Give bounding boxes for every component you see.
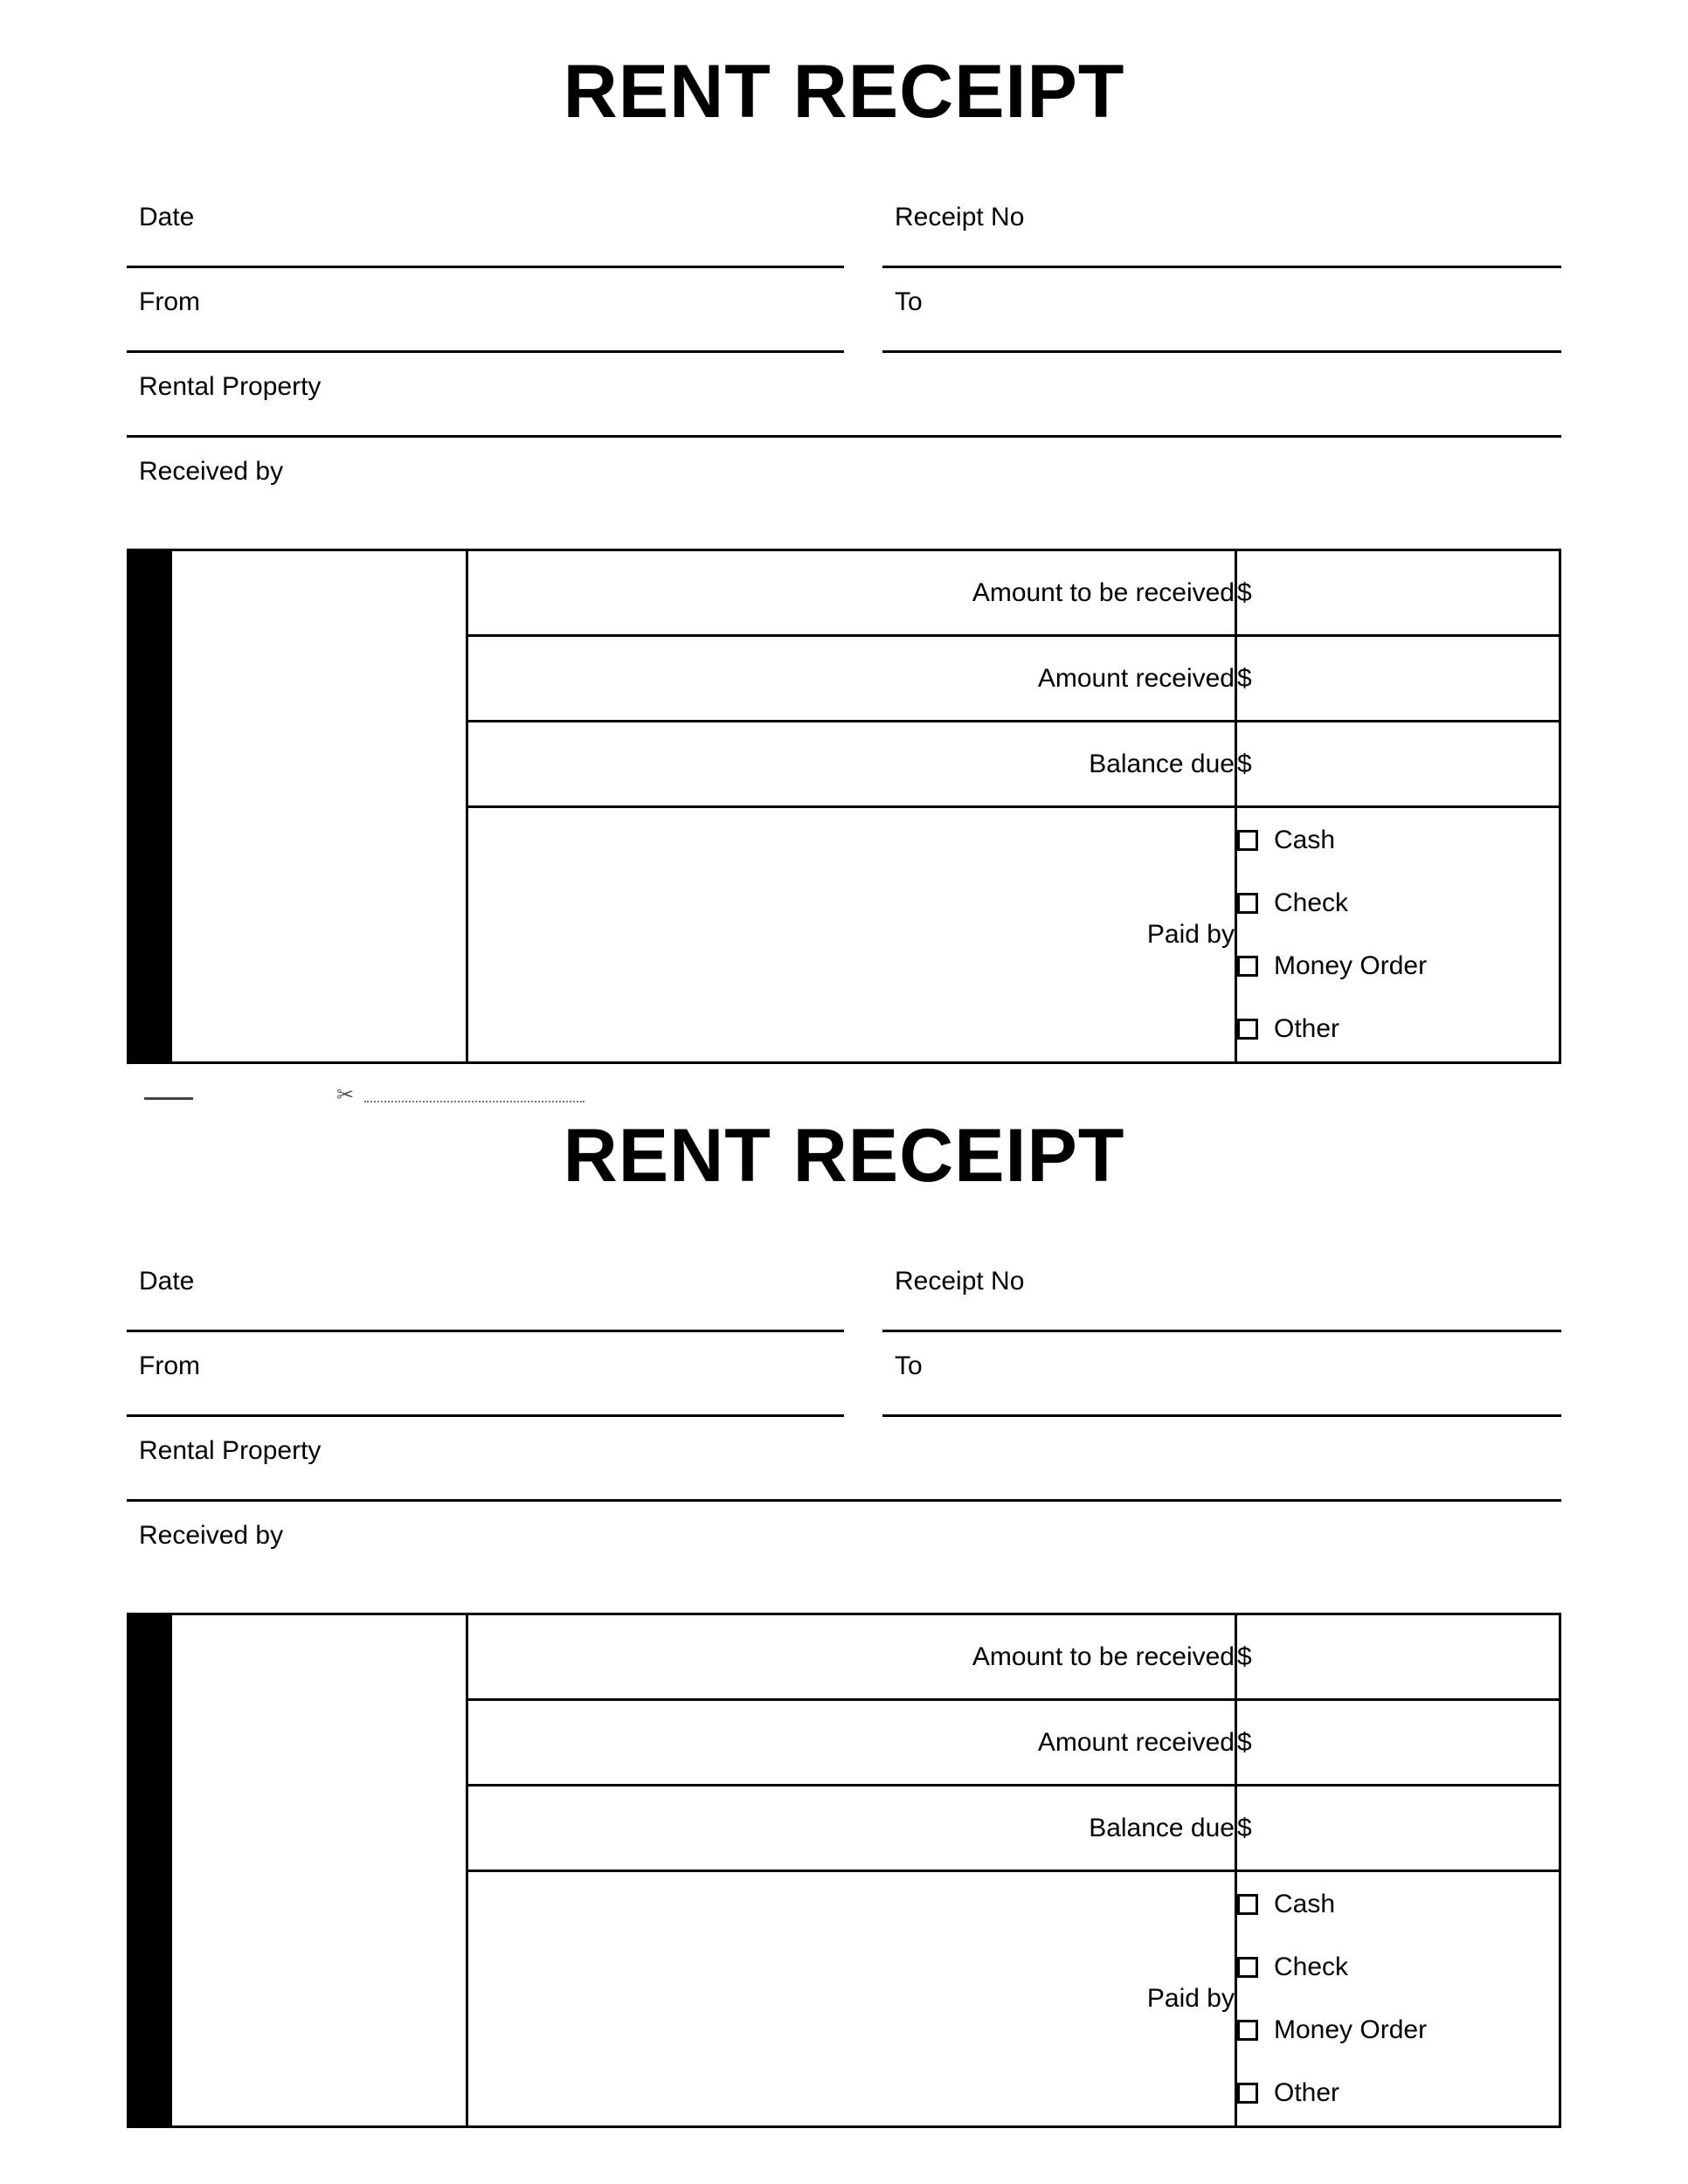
notes-cell[interactable] <box>171 550 467 1063</box>
amount-to-be-received-label: Amount to be received <box>467 1614 1236 1700</box>
paid-by-options <box>1236 807 1560 1063</box>
table-row <box>128 550 1560 636</box>
from-label: From <box>139 1351 200 1380</box>
to-field[interactable] <box>882 268 1561 353</box>
amount-received-label: Amount received <box>467 1700 1236 1786</box>
option-cash[interactable] <box>1237 1873 1559 1936</box>
option-check[interactable] <box>1237 1936 1559 1999</box>
checkbox-icon[interactable] <box>1237 2083 1258 2104</box>
option-label: Other <box>1274 1014 1340 1043</box>
checkbox-icon[interactable] <box>1237 956 1258 977</box>
receipt-fields <box>127 129 1561 522</box>
to-field[interactable] <box>882 1332 1561 1417</box>
receipt-no-label: Receipt No <box>895 1267 1025 1296</box>
amount-to-be-received-label: Amount to be received <box>467 550 1236 636</box>
field-row-date-receiptno <box>127 183 1561 268</box>
receipt-no-label: Receipt No <box>895 203 1025 232</box>
option-cash[interactable] <box>1237 809 1559 872</box>
balance-due-value[interactable]: $ <box>1236 722 1560 807</box>
amounts-table <box>127 549 1561 1064</box>
received-by-label: Received by <box>139 1521 284 1550</box>
field-row-received-by <box>127 1502 1561 1586</box>
option-label: Cash <box>1274 826 1336 854</box>
date-field[interactable] <box>127 1248 844 1332</box>
option-money-order[interactable] <box>1237 935 1559 998</box>
from-field[interactable] <box>127 1332 844 1417</box>
paid-by-options <box>1236 1871 1560 2127</box>
received-by-field[interactable] <box>127 438 1561 522</box>
checkbox-icon[interactable] <box>1237 1894 1258 1915</box>
balance-due-label: Balance due <box>467 1786 1236 1871</box>
balance-due-label: Balance due <box>467 722 1236 807</box>
notes-cell[interactable] <box>171 1614 467 2127</box>
option-label: Cash <box>1274 1890 1336 1918</box>
rental-property-label: Rental Property <box>139 1436 322 1465</box>
date-field[interactable] <box>127 183 844 268</box>
option-other[interactable] <box>1237 2062 1559 2125</box>
date-label: Date <box>139 1267 195 1296</box>
table-row <box>128 1614 1560 1700</box>
receipt-no-field[interactable] <box>882 183 1561 268</box>
checkbox-icon[interactable] <box>1237 830 1258 851</box>
amount-to-be-received-value[interactable]: $ <box>1236 1614 1560 1700</box>
option-label: Check <box>1274 1952 1349 1981</box>
option-check[interactable] <box>1237 872 1559 935</box>
page-title: RENT RECEIPT <box>563 50 1125 134</box>
amounts-table-wrap <box>127 1586 1561 2128</box>
checkbox-icon[interactable] <box>1237 1957 1258 1978</box>
receipt-fields <box>127 1193 1561 1586</box>
rent-receipt-copy-2 <box>0 1064 1688 2128</box>
option-label: Check <box>1274 888 1349 917</box>
field-row-from-to <box>127 268 1561 353</box>
field-row-date-receiptno <box>127 1248 1561 1332</box>
field-row-from-to <box>127 1332 1561 1417</box>
from-field[interactable] <box>127 268 844 353</box>
field-row-rental-property <box>127 353 1561 438</box>
paid-by-label: Paid by <box>467 807 1236 1063</box>
field-row-received-by <box>127 438 1561 522</box>
rental-property-field[interactable] <box>127 353 1561 438</box>
to-label: To <box>895 287 923 316</box>
option-money-order[interactable] <box>1237 1999 1559 2062</box>
received-by-field[interactable] <box>127 1502 1561 1586</box>
black-sidebar <box>128 1614 171 2127</box>
amount-received-label: Amount received <box>467 636 1236 722</box>
amounts-table-wrap <box>127 522 1561 1064</box>
balance-due-value[interactable]: $ <box>1236 1786 1560 1871</box>
date-label: Date <box>139 203 195 232</box>
receipt-no-field[interactable] <box>882 1248 1561 1332</box>
amount-received-value[interactable]: $ <box>1236 636 1560 722</box>
amounts-table <box>127 1613 1561 2128</box>
option-label: Money Order <box>1274 2015 1428 2044</box>
paid-by-label: Paid by <box>467 1871 1236 2127</box>
received-by-label: Received by <box>139 457 284 486</box>
checkbox-icon[interactable] <box>1237 893 1258 914</box>
option-label: Other <box>1274 2078 1340 2107</box>
from-label: From <box>139 287 200 316</box>
black-sidebar <box>128 550 171 1063</box>
option-other[interactable] <box>1237 998 1559 1061</box>
scissors-icon: ✂ <box>336 1083 355 1107</box>
field-row-rental-property <box>127 1417 1561 1502</box>
page-title: RENT RECEIPT <box>563 1114 1125 1198</box>
rental-property-label: Rental Property <box>139 372 322 401</box>
rental-property-field[interactable] <box>127 1417 1561 1502</box>
to-label: To <box>895 1351 923 1380</box>
option-label: Money Order <box>1274 951 1428 980</box>
amount-to-be-received-value[interactable]: $ <box>1236 550 1560 636</box>
checkbox-icon[interactable] <box>1237 2020 1258 2041</box>
amount-received-value[interactable]: $ <box>1236 1700 1560 1786</box>
checkbox-icon[interactable] <box>1237 1019 1258 1040</box>
